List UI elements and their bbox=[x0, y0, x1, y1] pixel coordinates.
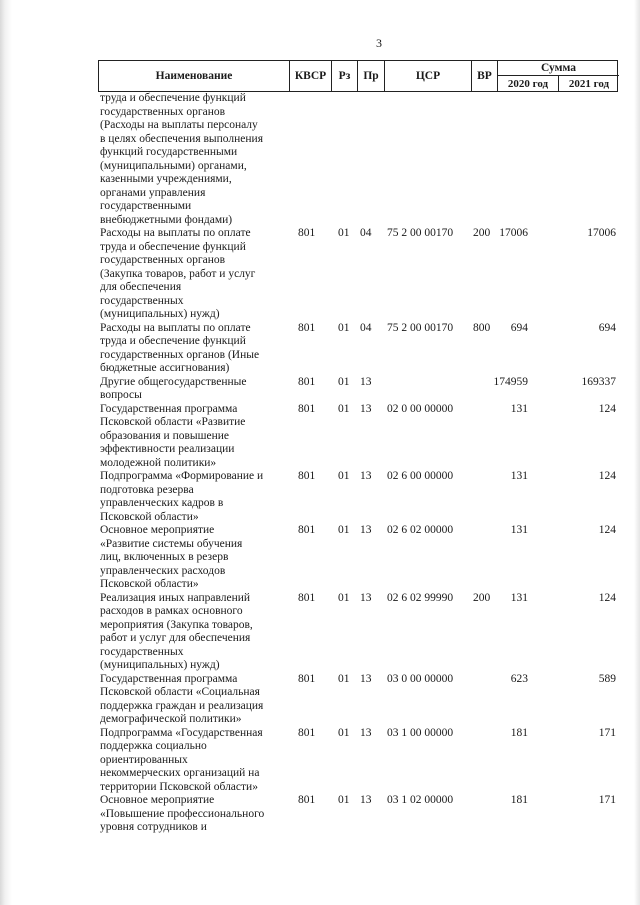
row-rz: 01 bbox=[338, 470, 350, 482]
row-pr: 13 bbox=[360, 402, 372, 415]
row-name-line: Псковской области» bbox=[100, 510, 199, 523]
header-kvsr: КВСР bbox=[289, 61, 331, 91]
table-row bbox=[98, 673, 618, 727]
row-sum-2021: 124 bbox=[598, 470, 616, 482]
row-name-line: (Расходы на выплаты персоналу bbox=[100, 119, 258, 131]
row-sum-2021: 124 bbox=[598, 591, 616, 604]
row-name-line: Псковской области «Развитие bbox=[100, 416, 246, 428]
row-name-line: поддержка социально bbox=[100, 740, 207, 752]
row-name-line: эффективности реализации bbox=[100, 443, 235, 455]
row-rz: 01 bbox=[338, 794, 350, 806]
row-name-line: (муниципальных) нужд) bbox=[100, 308, 220, 320]
row-name-line: образования и повышение bbox=[100, 429, 229, 442]
row-name-line: казенными учреждениями, bbox=[100, 173, 232, 185]
row-vr: 800 bbox=[473, 321, 491, 334]
table-row bbox=[98, 92, 618, 227]
row-name-line: государственных органов (Иные bbox=[100, 348, 260, 361]
row-vr: 200 bbox=[473, 227, 491, 239]
row-name-line: государственными bbox=[100, 200, 192, 212]
row-pr: 13 bbox=[360, 375, 372, 388]
row-name bbox=[100, 794, 278, 835]
row-sum-2021: 694 bbox=[598, 321, 616, 334]
row-sum-2020: 131 bbox=[510, 402, 528, 415]
row-name-line: органами управления bbox=[100, 186, 206, 199]
table-row bbox=[98, 592, 618, 673]
row-pr: 04 bbox=[360, 227, 372, 239]
row-name-line: поддержка граждан и реализация bbox=[100, 699, 264, 712]
row-name-line: демографической политики» bbox=[100, 713, 242, 725]
table-row bbox=[98, 794, 618, 835]
row-csr: 75 2 00 00170 bbox=[387, 227, 454, 239]
table-row bbox=[98, 727, 618, 795]
row-kvsr: 801 bbox=[298, 402, 316, 415]
scan-edge-left bbox=[0, 0, 12, 905]
row-name-line: Реализация иных направлений bbox=[100, 591, 251, 604]
row-name-line: государственных органов bbox=[100, 254, 226, 266]
row-name-line: «Развитие системы обучения bbox=[100, 537, 243, 550]
row-name-line: Основное мероприятие bbox=[100, 794, 215, 806]
row-name-line: труда и обеспечение функций bbox=[100, 335, 246, 347]
row-sum-2020: 131 bbox=[510, 524, 528, 536]
row-name-line: государственных органов bbox=[100, 105, 226, 118]
row-name-line: в целях обеспечения выполнения bbox=[100, 132, 263, 145]
row-name-line: молодежной политики» bbox=[100, 456, 217, 469]
row-sum-2021: 589 bbox=[598, 672, 616, 685]
row-csr: 75 2 00 00170 bbox=[387, 321, 454, 334]
row-name-line: управленческих кадров в bbox=[100, 497, 224, 509]
row-sum-2020: 17006 bbox=[499, 227, 528, 239]
row-name-line: Расходы на выплаты по оплате bbox=[100, 321, 251, 334]
row-rz: 01 bbox=[338, 726, 350, 739]
row-name-line: управленческих расходов bbox=[100, 564, 226, 577]
header-rz: Рз bbox=[331, 61, 357, 91]
row-name-line: работ и услуг для обеспечения bbox=[100, 632, 251, 644]
row-sum-2021: 171 bbox=[598, 794, 616, 806]
row-name-line: Псковской области» bbox=[100, 578, 199, 590]
table-row bbox=[98, 470, 618, 524]
row-sum-2020: 131 bbox=[510, 470, 528, 482]
row-sum-2020: 181 bbox=[510, 726, 528, 739]
row-kvsr: 801 bbox=[298, 470, 316, 482]
budget-table bbox=[98, 60, 618, 835]
row-sum-2021: 17006 bbox=[587, 227, 616, 239]
row-sum-2021: 124 bbox=[598, 402, 616, 415]
row-name bbox=[100, 376, 278, 403]
row-vr: 200 bbox=[473, 591, 491, 604]
row-csr: 03 0 00 00000 bbox=[387, 672, 454, 685]
row-name-line: «Повышение профессионального bbox=[100, 807, 265, 820]
row-name-line: внебюджетными фондами) bbox=[100, 213, 233, 226]
row-name-line: бюджетные ассигнования) bbox=[100, 362, 230, 374]
row-name bbox=[100, 227, 278, 322]
header-vr: ВР bbox=[471, 61, 497, 91]
row-rz: 01 bbox=[338, 402, 350, 415]
row-csr: 02 6 02 99990 bbox=[387, 591, 454, 604]
row-name-line: (муниципальных) нужд) bbox=[100, 659, 220, 671]
row-csr: 03 1 02 00000 bbox=[387, 794, 454, 806]
row-name-line: Государственная программа bbox=[100, 672, 238, 685]
row-kvsr: 801 bbox=[298, 672, 316, 685]
row-name bbox=[100, 403, 278, 471]
row-name bbox=[100, 92, 278, 227]
row-name-line: некоммерческих организаций на bbox=[100, 767, 260, 779]
row-name-line: расходов в рамках основного bbox=[100, 605, 243, 617]
row-kvsr: 801 bbox=[298, 375, 316, 388]
row-name bbox=[100, 673, 278, 727]
header-year-2020: 2020 год bbox=[497, 76, 558, 91]
scan-edge-right bbox=[634, 0, 640, 905]
row-pr: 04 bbox=[360, 321, 372, 334]
row-name-line: Основное мероприятие bbox=[100, 524, 215, 536]
row-sum-2020: 174959 bbox=[493, 375, 528, 388]
row-sum-2020: 694 bbox=[510, 321, 528, 334]
row-name bbox=[100, 524, 278, 592]
table-body bbox=[98, 92, 618, 835]
row-name-line: подготовка резерва bbox=[100, 483, 194, 496]
row-name-line: территории Псковской области» bbox=[100, 780, 258, 793]
row-kvsr: 801 bbox=[298, 227, 316, 239]
row-name-line: вопросы bbox=[100, 389, 142, 401]
row-kvsr: 801 bbox=[298, 726, 316, 739]
row-name bbox=[100, 470, 278, 524]
row-sum-2020: 181 bbox=[510, 794, 528, 806]
row-name-line: государственных bbox=[100, 294, 184, 307]
row-rz: 01 bbox=[338, 227, 350, 239]
row-rz: 01 bbox=[338, 591, 350, 604]
row-name bbox=[100, 592, 278, 673]
row-name bbox=[100, 322, 278, 376]
row-name-line: Расходы на выплаты по оплате bbox=[100, 227, 251, 239]
row-sum-2020: 131 bbox=[510, 591, 528, 604]
row-name-line: ориентированных bbox=[100, 753, 188, 766]
row-pr: 13 bbox=[360, 524, 372, 536]
row-kvsr: 801 bbox=[298, 794, 316, 806]
row-pr: 13 bbox=[360, 672, 372, 685]
row-name-line: мероприятия (Закупка товаров, bbox=[100, 618, 253, 631]
row-rz: 01 bbox=[338, 524, 350, 536]
row-name-line: функций государственными bbox=[100, 146, 238, 158]
row-csr: 02 6 02 00000 bbox=[387, 524, 454, 536]
header-name: Наименование bbox=[155, 70, 233, 82]
row-name-line: (муниципальными) органами, bbox=[100, 159, 247, 172]
row-sum-2021: 171 bbox=[598, 726, 616, 739]
row-csr: 03 1 00 00000 bbox=[387, 726, 454, 739]
row-pr: 13 bbox=[360, 794, 372, 806]
row-name-line: для обеспечения bbox=[100, 281, 182, 293]
row-sum-2020: 623 bbox=[510, 672, 528, 685]
row-sum-2021: 169337 bbox=[581, 375, 616, 388]
row-kvsr: 801 bbox=[298, 524, 316, 536]
row-name bbox=[100, 727, 278, 795]
header-year-2021: 2021 год bbox=[558, 76, 619, 91]
table-row bbox=[98, 524, 618, 592]
page-number: 3 bbox=[376, 36, 382, 50]
row-pr: 13 bbox=[360, 470, 372, 482]
row-name-line: Подпрограмма «Формирование и bbox=[100, 470, 264, 482]
row-pr: 13 bbox=[360, 726, 372, 739]
row-rz: 01 bbox=[338, 321, 350, 334]
header-pr: Пр bbox=[357, 61, 384, 91]
row-csr: 02 6 00 00000 bbox=[387, 470, 454, 482]
row-name-line: Государственная программа bbox=[100, 402, 238, 415]
header-csr: ЦСР bbox=[384, 61, 471, 91]
table-row bbox=[98, 376, 618, 403]
row-kvsr: 801 bbox=[298, 591, 316, 604]
table-header bbox=[98, 60, 618, 92]
row-name-line: труда и обеспечение функций bbox=[100, 240, 246, 253]
row-rz: 01 bbox=[338, 672, 350, 685]
row-rz: 01 bbox=[338, 375, 350, 388]
table-row bbox=[98, 403, 618, 471]
table-row bbox=[98, 322, 618, 376]
row-sum-2021: 124 bbox=[598, 524, 616, 536]
row-name-line: государственных bbox=[100, 645, 184, 658]
row-name-line: труда и обеспечение функций bbox=[100, 92, 246, 104]
table-row bbox=[98, 227, 618, 322]
row-kvsr: 801 bbox=[298, 321, 316, 334]
row-name-line: Другие общегосударственные bbox=[100, 375, 247, 388]
row-csr: 02 0 00 00000 bbox=[387, 402, 454, 415]
row-name-line: Псковской области «Социальная bbox=[100, 686, 260, 698]
row-pr: 13 bbox=[360, 591, 372, 604]
row-name-line: уровня сотрудников и bbox=[100, 821, 207, 833]
row-name-line: (Закупка товаров, работ и услуг bbox=[100, 267, 256, 280]
header-sum: Сумма bbox=[497, 61, 619, 76]
row-name-line: Подпрограмма «Государственная bbox=[100, 726, 263, 739]
row-name-line: лиц, включенных в резерв bbox=[100, 551, 229, 563]
